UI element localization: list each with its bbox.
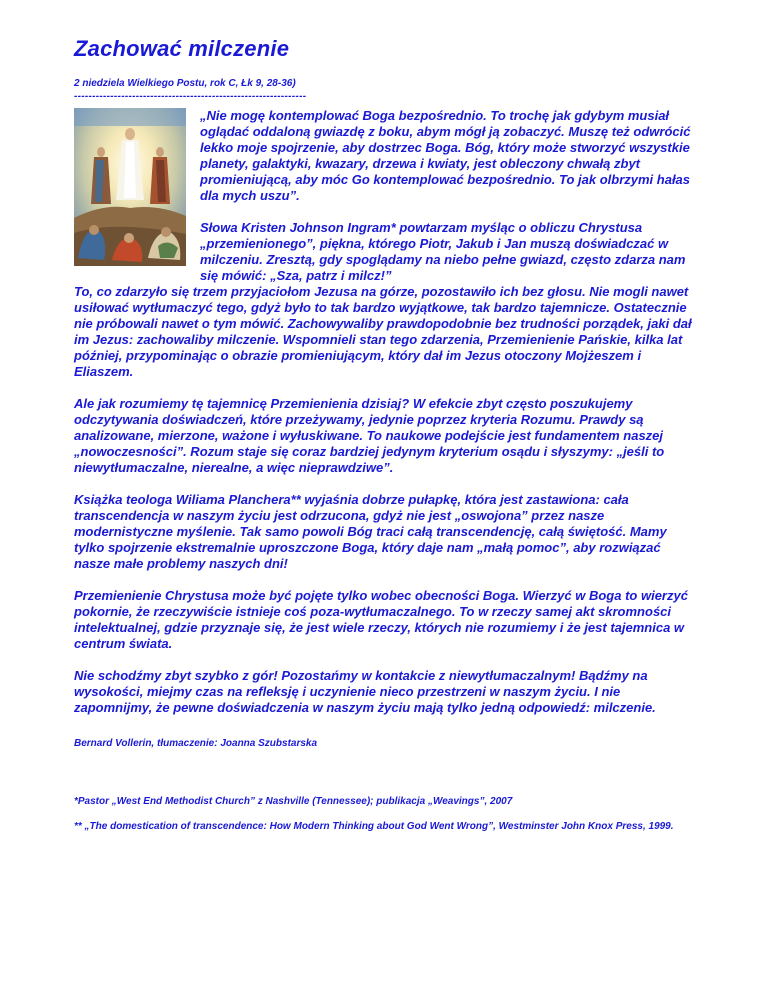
body-paragraph: To, co zdarzyło się trzem przyjaciołom Jezusa na górze, pozostawiło ich bez głosu. Nie mogli nawet usiłować wytłumaczyć tego, gdyż było to tak bardzo wyjątkowe, tak bardzo tajemnicze. Ostatecznie nie próbowali nawet o tym mówić. Zachowywaliby prawdopodobnie bez trudności porządek, jaki dał im Jezus: zachowaliby milczenie. Wspomnieli stan tego zdarzenia, Przemienienie Pańskie, kilka lat później, przypominając o obrazie promieniującym, który dał im Jezus otoczony Mojżeszem i Eliaszem.	[74, 284, 692, 379]
intro-text	[200, 108, 694, 300]
author-signature: Bernard Vollerin, tłumaczenie: Joanna Szubstarska	[74, 738, 318, 749]
footnote: ** „The domestication of transcendence: How Modern Thinking about God Went Wrong”, Westminster John Knox Press, 1999.	[74, 821, 674, 832]
intro-paragraph-quote: „Nie mogę kontemplować Boga bezpośrednio. To trochę jak gdybym musiał oglądać oddaloną gwiazdę z boku, abym mógł ją zobaczyć. Muszę też odwrócić lekko moje spojrzenie, aby dostrzec Boga. Bóg, który może stworzyć wszystkie planety, galaktyki, kwazary, drzewa i kwiaty, jest obleczony chwałą zbyt promieniującą, aby móc Go kontemplować bezpośrednio. To jak olbrzymi hałas dla mych uszu”.	[200, 108, 691, 203]
intro-paragraph-ingram: Słowa Kristen Johnson Ingram* powtarzam myśląc o obliczu Chrystusa „przemienionego”, piękna, którego Piotr, Jakub i Jan muszą doświadczać w milczeniu. Zresztą, gdy spoglądamy na niebo pełne gwiazd, często zdarza nam się mówić: „Sza, patrz i milcz!”	[200, 220, 686, 283]
page-title: Zachować milczenie	[74, 36, 290, 61]
divider-line: ----------------------------------------------------------------	[74, 91, 307, 102]
subtitle: 2 niedziela Wielkiego Postu, rok C, Łk 9, 28-36)	[74, 78, 296, 89]
body-paragraph: Książka teologa Wiliama Planchera** wyjaśnia dobrze pułapkę, która jest zastawiona: cała transcendencja w naszym życiu jest odrzucona, gdyż nie jest „oswojona” przez nasze modernistyczne myślenie. Tak samo powoli Bóg traci całą transcendencję, całą świętość. Mamy tylko spojrzenie ekstremalnie uproszczone Boga, który daje nam „małą pomoc”, aby rozwiązać nasze małe problemy naszych dni!	[74, 492, 667, 571]
body-paragraph: Nie schodźmy zbyt szybko z gór! Pozostańmy w kontakcie z niewytłumaczalnym! Bądźmy na wysokości, miejmy czas na refleksję i uczynienie nieco przestrzeni w naszym życiu. I nie zapomnijmy, że pewne doświadczenia w naszym życiu mają tylko jedną odpowiedź: milczenie.	[74, 668, 656, 715]
transfiguration-image	[74, 108, 186, 266]
document-page	[74, 36, 694, 845]
footnote: *Pastor „West End Methodist Church” z Nashville (Tennessee); publikacja „Weavings”, 2007	[74, 796, 513, 807]
body-paragraph: Przemienienie Chrystusa może być pojęte tylko wobec obecności Boga. Wierzyć w Boga to wierzyć pokornie, że rzeczywiście istnieje coś poza-wytłumaczalnego. To w rzeczy samej akt skromności intelektualnej, gdzie przyznaje się, że jest wiele rzeczy, których nie rozumiemy i że jest tajemnica w centrum świata.	[74, 588, 688, 651]
intro-section	[74, 108, 694, 284]
body-paragraph: Ale jak rozumiemy tę tajemnicę Przemienienia dzisiaj? W efekcie zbyt często poszukujemy odczytywania doświadczeń, które przeżywamy, jedynie poprzez kryteria Rozumu. Prawdy są analizowane, mierzone, ważone i wyłuskiwane. To naukowe podejście jest fundamentem naszej „nowoczesności”. Rozum staje się coraz bardziej jedynym kryterium osądu i słyszymy: „jeśli to niewytłumaczalne, nierealne, a więc nieprawdziwe”.	[74, 396, 665, 475]
